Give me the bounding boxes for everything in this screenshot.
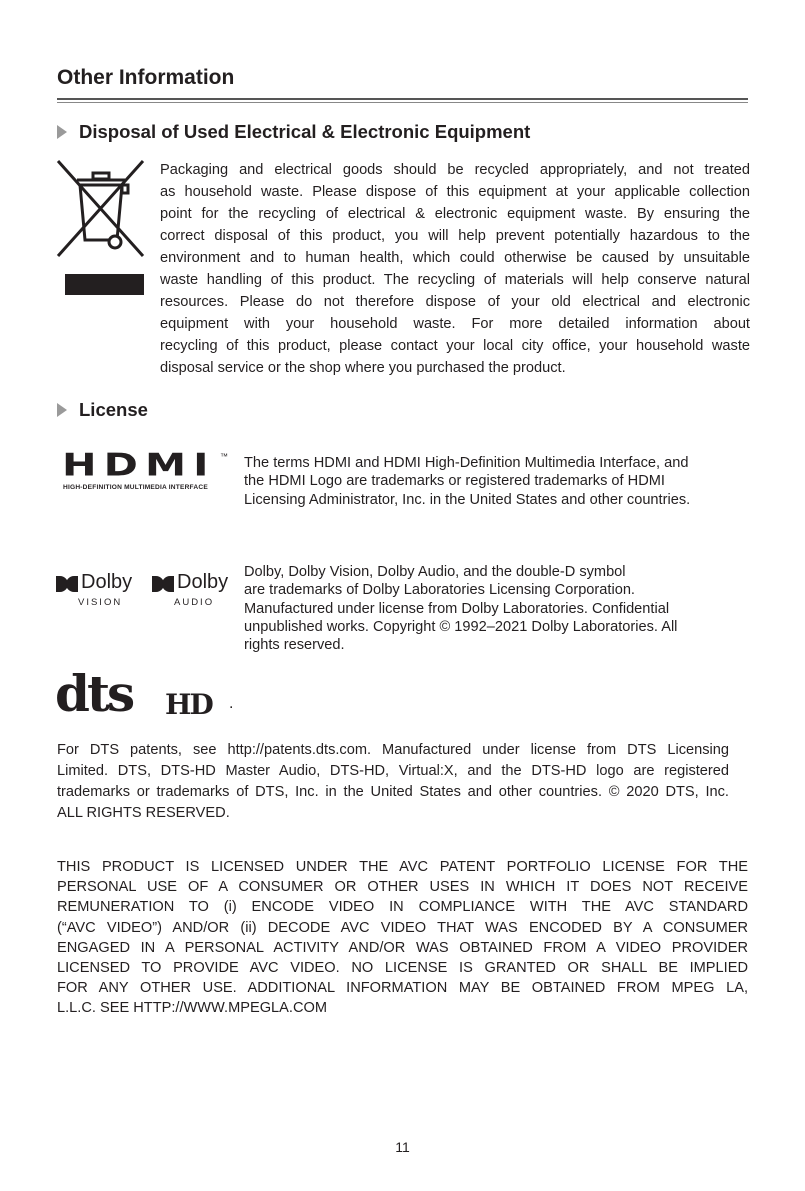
dolby-paragraph [244,563,744,654]
dts-line: Limited. DTS, DTS-HD Master Audio, DTS-HD, Virtual:X, and the DTS-HD logo are registered [57,763,729,779]
disposal-line: point for the recycling of electrical & electronic equipment waste. By ensuring the [160,206,750,222]
avc-line: ENGAGED IN A PERSONAL ACTIVITY AND/OR WAS OBTAINED FROM A VIDEO PROVIDER [57,939,748,956]
dts-line: ALL RIGHTS RESERVED. [57,805,230,821]
hdmi-paragraph [244,454,744,509]
avc-line: THIS PRODUCT IS LICENSED UNDER THE AVC PATENT PORTFOLIO LICENSE FOR THE [57,859,748,875]
disposal-paragraph [160,159,750,379]
disposal-line: waste handling of this product. The recycling of materials will help conserve natural [160,272,750,288]
dts-line: For DTS patents, see http://patents.dts.com. Manufactured under license from DTS Licensing [57,742,729,758]
avc-text [57,857,748,1019]
dts-hd-logo [55,664,245,726]
title-divider-thin [57,102,748,103]
disposal-line: equipment with your household waste. For more detailed information about [160,316,750,332]
hdmi-tm-mark: ™ [220,452,228,461]
dts-paragraph [57,740,729,824]
avc-line: L.L.C. SEE HTTP://WWW.MPEGLA.COM [57,1000,328,1017]
avc-line: LICENSED TO PROVIDE AVC VIDEO. NO LICENSE IS GRANTED OR SHALL BE IMPLIED [57,960,748,977]
page-number: 11 [395,1139,410,1155]
dolby-double-d-icon [152,576,174,592]
disposal-line: recycling of this product, please contact your local city office, your household waste [160,338,750,354]
crossed-out-wheelie-bin-icon [55,158,145,298]
disposal-heading [57,121,530,143]
dolby-audio-logo [152,571,237,611]
disposal-body [160,159,750,379]
page-title: Other Information [57,66,235,89]
dolby-vision-sub: VISION [78,597,123,608]
dts-registered-mark: . [229,695,234,712]
dolby-line: Dolby, Dolby Vision, Dolby Audio, and the double-D symbol [244,564,626,580]
dolby-line: rights reserved. [244,637,345,654]
hdmi-line: The terms HDMI and HDMI High-Definition Multimedia Interface, and [244,455,689,471]
bullet-triangle-icon [57,125,67,139]
dolby-audio-sub: AUDIO [174,597,215,608]
dolby-double-d-icon [56,576,78,592]
dolby-vision-logo [56,571,141,611]
disposal-heading-text: Disposal of Used Electrical & Electronic Equipment [79,121,531,142]
dts-text [57,740,729,824]
license-heading [57,399,148,421]
dolby-audio-word: Dolby [177,571,229,593]
bullet-triangle-icon [57,403,67,417]
avc-line: PERSONAL USE OF A CONSUMER OR OTHER USES IN WHICH IT DOES NOT RECEIVE [57,879,748,896]
hdmi-logo [62,447,232,497]
avc-line: REMUNERATION TO (i) ENCODE VIDEO IN COMPLIANCE WITH THE AVC STANDARD [57,899,748,916]
dolby-line: Manufactured under license from Dolby Laboratories. Confidential [244,600,670,617]
disposal-line: as household waste. Please dispose of this equipment at your applicable collection [160,184,750,200]
disposal-line: correct disposal of this product, you will help prevent potentially hazardous to the [160,228,750,244]
hdmi-logo-wordmark: HDMI [62,447,216,484]
hdmi-text [244,454,744,509]
license-heading-text: License [79,399,148,420]
dts-wordmark: dts [55,664,133,723]
dts-hd-wordmark: HD [165,688,212,721]
hdmi-logo-tagline: HIGH-DEFINITION MULTIMEDIA INTERFACE [63,484,208,491]
hdmi-line: the HDMI Logo are trademarks or registered trademarks of HDMI [244,473,665,490]
avc-paragraph [57,857,748,1019]
dolby-line: unpublished works. Copyright © 1992–2021 Dolby Laboratories. All [244,618,678,635]
weee-icon-block [55,158,145,298]
disposal-line: environment and to human health, which could otherwise be caused by unsuitable [160,250,750,266]
title-divider [57,98,748,100]
disposal-line: Packaging and electrical goods should be recycled appropriately, and not treated [160,162,750,178]
hdmi-line: Licensing Administrator, Inc. in the United States and other countries. [244,491,691,508]
avc-line: (“AVC VIDEO”) AND/OR (ii) DECODE AVC VIDEO THAT WAS ENCODED BY A CONSUMER [57,919,748,936]
dolby-line: are trademarks of Dolby Laboratories Licensing Corporation. [244,582,635,599]
avc-line: FOR ANY OTHER USE. ADDITIONAL INFORMATION MAY BE OBTAINED FROM MPEG LA, [57,980,748,997]
dts-line: trademarks or trademarks of DTS, Inc. in the United States and other countries. © 2020 DTS, Inc. [57,784,729,800]
disposal-line: disposal service or the shop where you purchased the product. [160,360,566,376]
disposal-line: resources. Please do not therefore dispose of your old electrical and electronic [160,294,750,310]
dolby-text [244,563,744,654]
dolby-vision-word: Dolby [81,571,133,593]
